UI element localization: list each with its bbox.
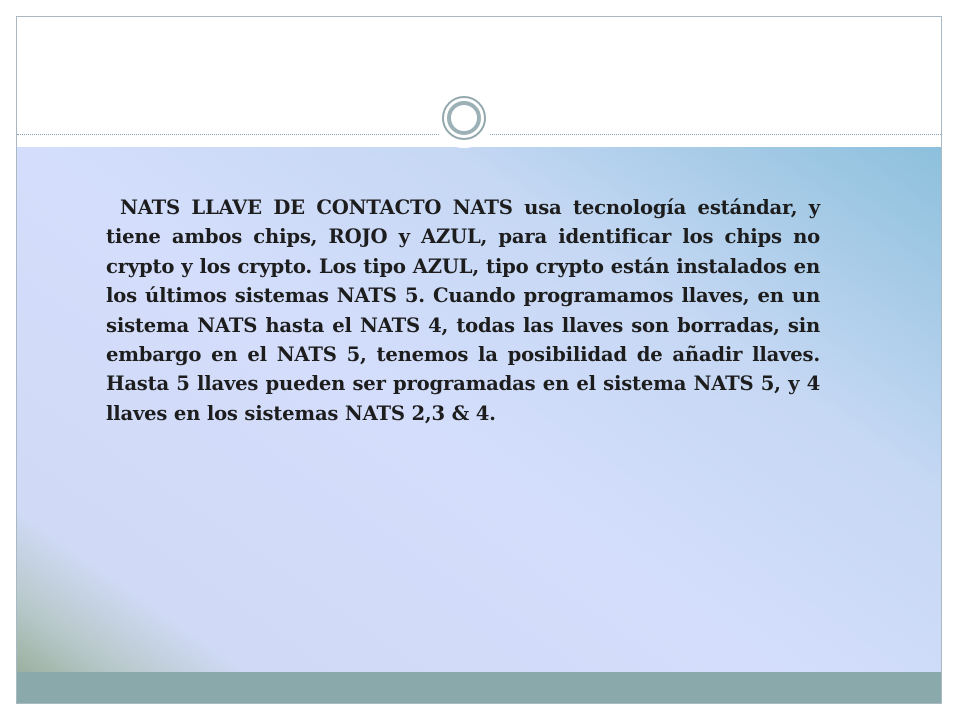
circle-ornament-icon: [434, 88, 494, 148]
footer-bar: [17, 672, 942, 704]
ornament-inner-ring: [447, 101, 481, 135]
slide-body-text: NATS LLAVE DE CONTACTO NATS usa tecnología estándar, y tiene ambos chips, ROJO y AZUL, para identificar los chips no crypto y los crypto. Los tipo AZUL, tipo crypto están instalados en los últimos sistemas NATS 5. Cuando programamos llaves, en un sistema NATS hasta el NATS 4, todas las llaves son borradas, sin embargo en el NATS 5, tenemos la posibilidad de añadir llaves. Hasta 5 llaves pueden ser programadas en el sistema NATS 5, y 4 llaves en los sistemas NATS 2,3 & 4.: [106, 196, 820, 425]
ornament-outer-ring: [442, 96, 486, 140]
